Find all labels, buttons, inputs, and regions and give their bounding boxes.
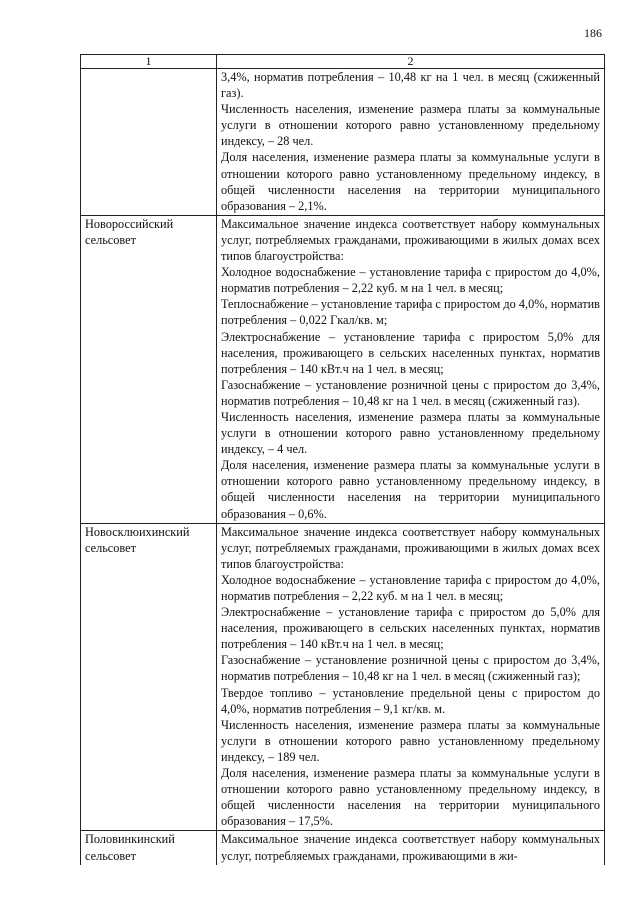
row-description [217,831,605,865]
table-row [81,831,605,865]
paragraph: Численность населения, изменение размера платы за коммунальные услуги в отношении которого равно установленному предельному индексу, – 189 чел. [221,717,600,764]
paragraph: Доля населения, изменение размера платы за коммунальные услуги в отношении которого равно установленному предельному индексу, в общей численности населения на территории муниципального образования – 2,1%. [221,150,600,213]
table-header-row [81,55,605,69]
paragraph: Газоснабжение – установление розничной цены с приростом до 3,4%, норматив потребления – 10,48 кг на 1 чел. в месяц (сжиженный газ); [221,653,600,684]
paragraph: Численность населения, изменение размера платы за коммунальные услуги в отношении которого равно установленному предельному индексу, – 4 чел. [221,409,600,457]
tariff-table [80,54,605,865]
table-row [81,215,605,523]
table-row [81,523,605,831]
row-municipality-name: Половинкинский сельсовет [81,831,217,865]
paragraph: Электроснабжение – установление тарифа с приростом до 5,0% для населения, проживающего в сельских населенных пунктах, норматив потребления – 140 кВт.ч на 1 чел. в месяц; [221,605,600,652]
paragraph: Электроснабжение – установление тарифа с приростом 5,0% для населения, проживающего в сельских населенных пунктах, норматив потребления – 140 кВт.ч на 1 чел. в месяц; [221,329,600,376]
paragraph: Газоснабжение – установление розничной цены с приростом до 3,4%, норматив потребления – 10,48 кг на 1 чел. в месяц (сжиженный газ). [221,377,600,408]
row-municipality-name [81,69,217,216]
page-number: 186 [584,26,602,40]
row-description [217,215,605,523]
paragraph: Холодное водоснабжение – установление тарифа с приростом до 4,0%, норматив потребления – 2,22 куб. м на 1 чел. в месяц; [221,572,600,603]
paragraph: Максимальное значение индекса соответствует набору коммунальных услуг, потребляемых гражданами, проживающими в жилых домах всех типов благоустройства: [221,524,600,571]
column-header-1: 1 [81,55,217,69]
paragraph: Доля населения, изменение размера платы за коммунальные услуги в отношении которого равно установленному предельному индексу, в общей численности населения на территории муниципального образования – 17,5%. [221,766,600,829]
paragraph: Максимальное значение индекса соответствует набору коммунальных услуг, потребляемых гражданами, проживающими в жи- [221,832,600,863]
paragraph: Максимальное значение индекса соответствует набору коммунальных услуг, потребляемых гражданами, проживающими в жилых домах всех типов благоустройства: [221,216,600,264]
row-municipality-name: Новосклюихинский сельсовет [81,523,217,831]
table-row [81,69,605,216]
row-description [217,69,605,216]
paragraph: Твердое топливо – установление предельной цены с приростом до 4,0%, норматив потребления – 9,1 кг/кв. м. [221,685,600,716]
paragraph: Холодное водоснабжение – установление тарифа с приростом до 4,0%, норматив потребления – 2,22 куб. м на 1 чел. в месяц; [221,265,600,296]
paragraph: Доля населения, изменение размера платы за коммунальные услуги в отношении которого равно установленному предельному индексу, в общей численности населения на территории муниципального образования – 0,6%. [221,458,600,521]
paragraph: Численность населения, изменение размера платы за коммунальные услуги в отношении которого равно установленному предельному индексу, – 28 чел. [221,102,600,149]
row-municipality-name: Новороссийский сельсовет [81,215,217,523]
paragraph: Теплоснабжение – установление тарифа с приростом до 4,0%, норматив потребления – 0,022 Гкал/кв. м; [221,297,600,328]
paragraph: 3,4%, норматив потребления – 10,48 кг на 1 чел. в месяц (сжиженный газ). [221,70,600,101]
row-description [217,523,605,831]
column-header-2: 2 [217,55,605,69]
